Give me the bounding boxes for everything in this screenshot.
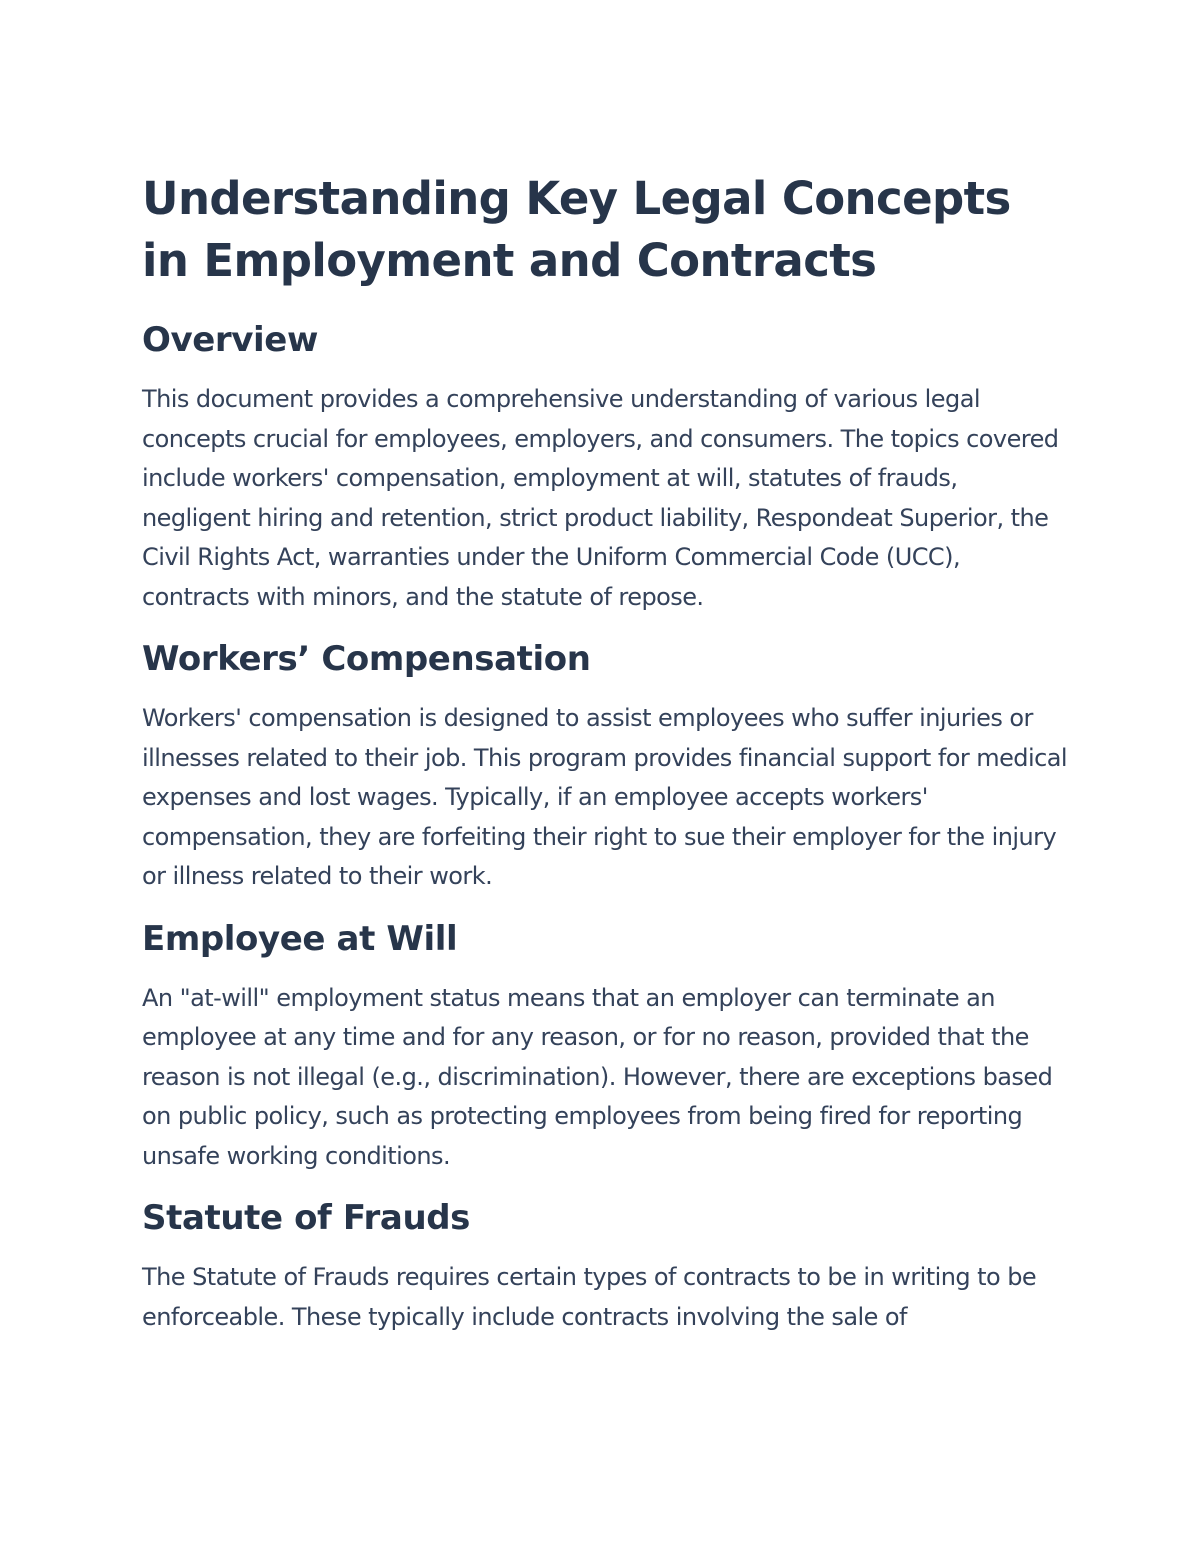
section-text-employee-at-will: An "at-will" employment status means that an employer can terminate an employee at any time and for any reason, or for no reason, provided that the reason is not illegal (e.g., discrimination). However, there are exceptions based on public policy, such as protecting employees from being fired for reporting unsafe working conditions. — [142, 983, 1053, 1170]
section-text-statute-of-frauds: The Statute of Frauds requires certain types of contracts to be in writing to be enforceable. These typically include contracts involving the sale of — [142, 1263, 1037, 1331]
section-workers-compensation — [142, 637, 1072, 897]
section-statute-of-frauds — [142, 1196, 1072, 1337]
section-heading-workers-compensation: Workers’ Compensation — [142, 639, 591, 679]
section-overview — [142, 318, 1072, 617]
section-text-workers-compensation: Workers' compensation is designed to assist employees who suffer injuries or illnesses related to their job. This program provides financial support for medical expenses and lost wages. Typically, if an employee accepts workers' compensation, they are forfeiting their right to sue their employer for the injury or illness related to their work. — [142, 704, 1068, 890]
section-heading-statute-of-frauds: Statute of Frauds — [142, 1198, 471, 1238]
section-heading-employee-at-will: Employee at Will — [142, 918, 458, 959]
section-heading-overview: Overview — [142, 320, 318, 360]
document-page — [142, 168, 1072, 1357]
document-title: Understanding Key Legal Concepts in Employment and Contracts — [142, 172, 1011, 287]
section-employee-at-will — [142, 917, 1072, 1177]
section-text-overview: This document provides a comprehensive understanding of various legal concepts crucial for employees, employers, and consumers. The topics covered include workers' compensation, employment at will, statutes of frauds, negligent hiring and retention, strict product liability, Respondeat Superior, the Civil Rights Act, warranties under the Uniform Commercial Code (UCC), contracts with minors, and the statute of repose. — [142, 385, 1059, 611]
